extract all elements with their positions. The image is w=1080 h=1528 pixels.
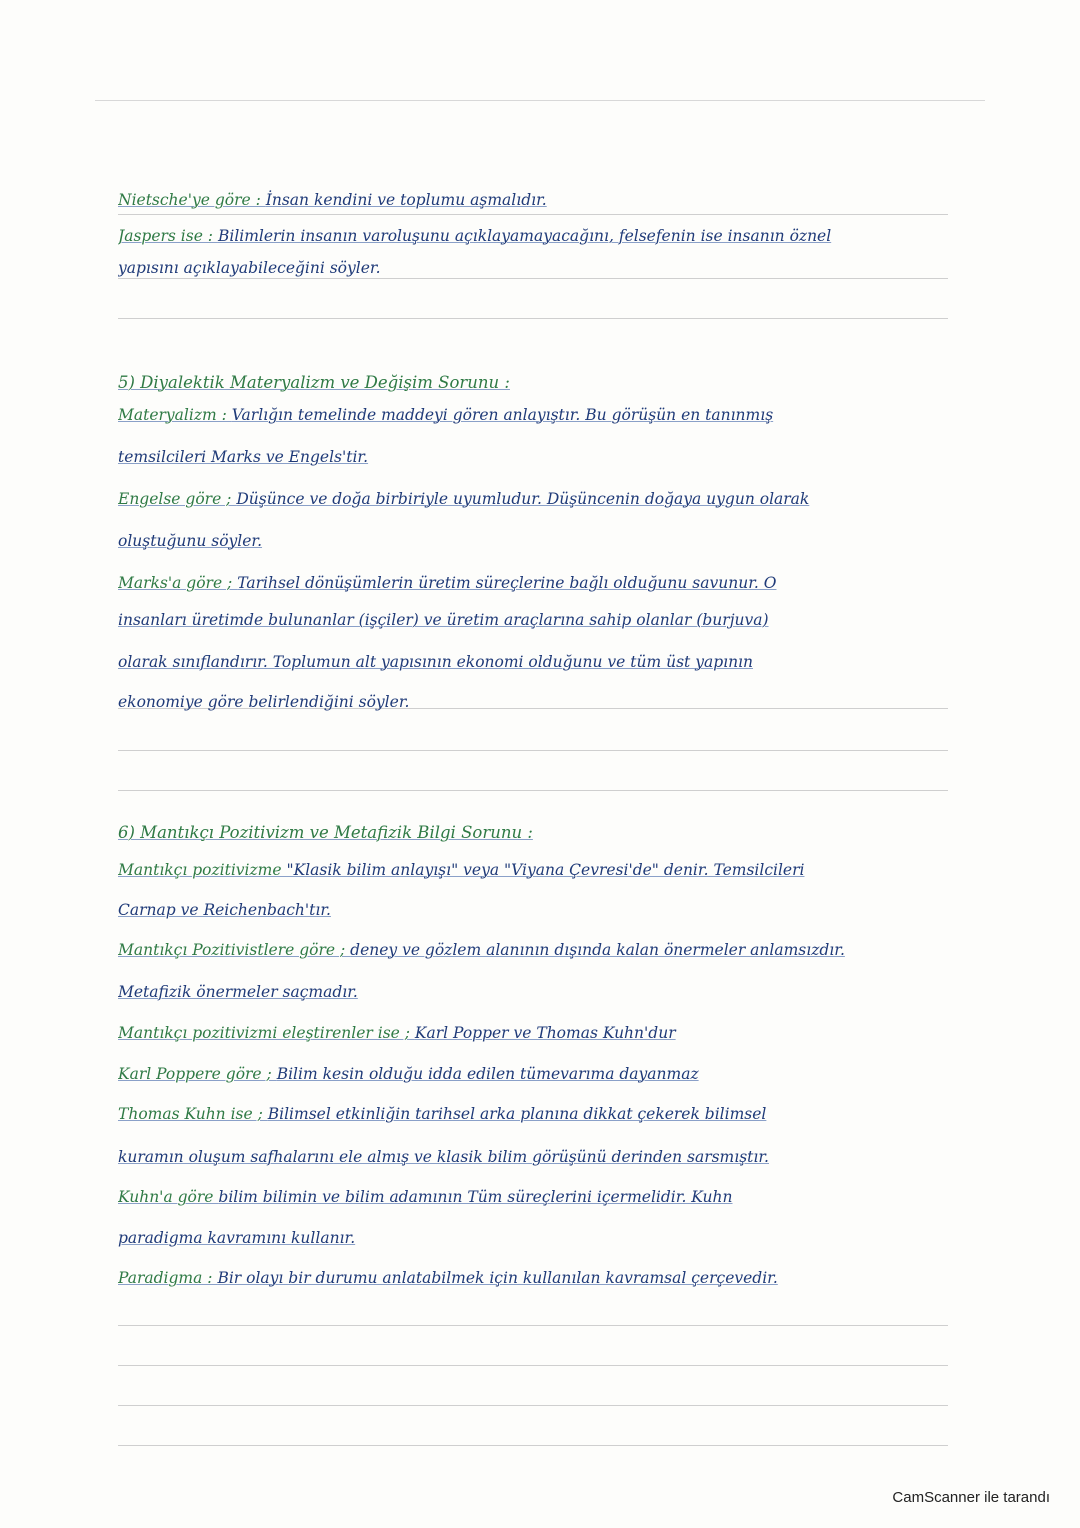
note-line: Carnap ve Reichenbach'tır.: [118, 901, 331, 919]
note-line: Paradigma : Bir olayı bir durumu anlatabilmek için kullanılan kavramsal çerçevedir.: [118, 1269, 778, 1287]
ruled-line: [118, 1405, 948, 1406]
ruled-line: [118, 1445, 948, 1446]
note-line: Mantıkçı pozitivizme "Klasik bilim anlayışı" veya "Viyana Çevresi'de" denir. Temsilcileri: [118, 861, 805, 879]
note-line: oluştuğunu söyler.: [118, 532, 263, 550]
note-line: temsilcileri Marks ve Engels'tir.: [118, 448, 369, 466]
scanner-watermark: CamScanner ile tarandı: [892, 1489, 1050, 1506]
ruled-line: [118, 214, 948, 215]
ruled-line: [118, 750, 948, 751]
section-heading-6: 6) Mantıkçı Pozitivizm ve Metafizik Bilgi Sorunu :: [118, 823, 533, 842]
section-heading-5: 5) Diyalektik Materyalizm ve Değişim Sorunu :: [118, 373, 510, 392]
note-line: Mantıkçı Pozitivistlere göre ; deney ve gözlem alanının dışında kalan önermeler anlamsızdır.: [118, 941, 845, 959]
ruled-line: [118, 1365, 948, 1366]
note-line: Kuhn'a göre bilim bilimin ve bilim adamının Tüm süreçlerini içermelidir. Kuhn: [118, 1188, 733, 1206]
note-line: yapısını açıklayabileceğini söyler.: [118, 259, 381, 277]
note-line: Metafizik önermeler saçmadır.: [118, 983, 358, 1001]
ruled-line: [118, 1325, 948, 1326]
note-line: olarak sınıflandırır. Toplumun alt yapısının ekonomi olduğunu ve tüm üst yapının: [118, 653, 754, 671]
note-line: ekonomiye göre belirlendiğini söyler.: [118, 693, 410, 711]
note-line: Marks'a göre ; Tarihsel dönüşümlerin üretim süreçlerine bağlı olduğunu savunur. O: [118, 574, 777, 592]
note-line: Thomas Kuhn ise ; Bilimsel etkinliğin tarihsel arka planına dikkat çekerek bilimsel: [118, 1105, 767, 1123]
ruled-line: [118, 278, 948, 279]
top-rule: [95, 100, 985, 101]
note-line: Engelse göre ; Düşünce ve doğa birbiriyle uyumludur. Düşüncenin doğaya uygun olarak: [118, 490, 810, 508]
note-line: kuramın oluşum safhalarını ele almış ve klasik bilim görüşünü derinden sarsmıştır.: [118, 1148, 769, 1166]
ruled-line: [118, 318, 948, 319]
note-line: Materyalizm : Varlığın temelinde maddeyi gören anlayıştır. Bu görüşün en tanınmış: [118, 406, 774, 424]
note-line: Nietsche'ye göre : İnsan kendini ve toplumu aşmalıdır.: [118, 191, 547, 209]
note-line: paradigma kavramını kullanır.: [118, 1229, 356, 1247]
note-line: insanları üretimde bulunanlar (işçiler) ve üretim araçlarına sahip olanlar (burjuva): [118, 611, 769, 629]
ruled-line: [118, 790, 948, 791]
note-line: Mantıkçı pozitivizmi eleştirenler ise ; Karl Popper ve Thomas Kuhn'dur: [118, 1024, 676, 1042]
note-line: Jaspers ise : Bilimlerin insanın varoluşunu açıklayamayacağını, felsefenin ise insanın öznel: [118, 227, 832, 245]
note-line: Karl Poppere göre ; Bilim kesin olduğu idda edilen tümevarıma dayanmaz: [118, 1065, 699, 1083]
